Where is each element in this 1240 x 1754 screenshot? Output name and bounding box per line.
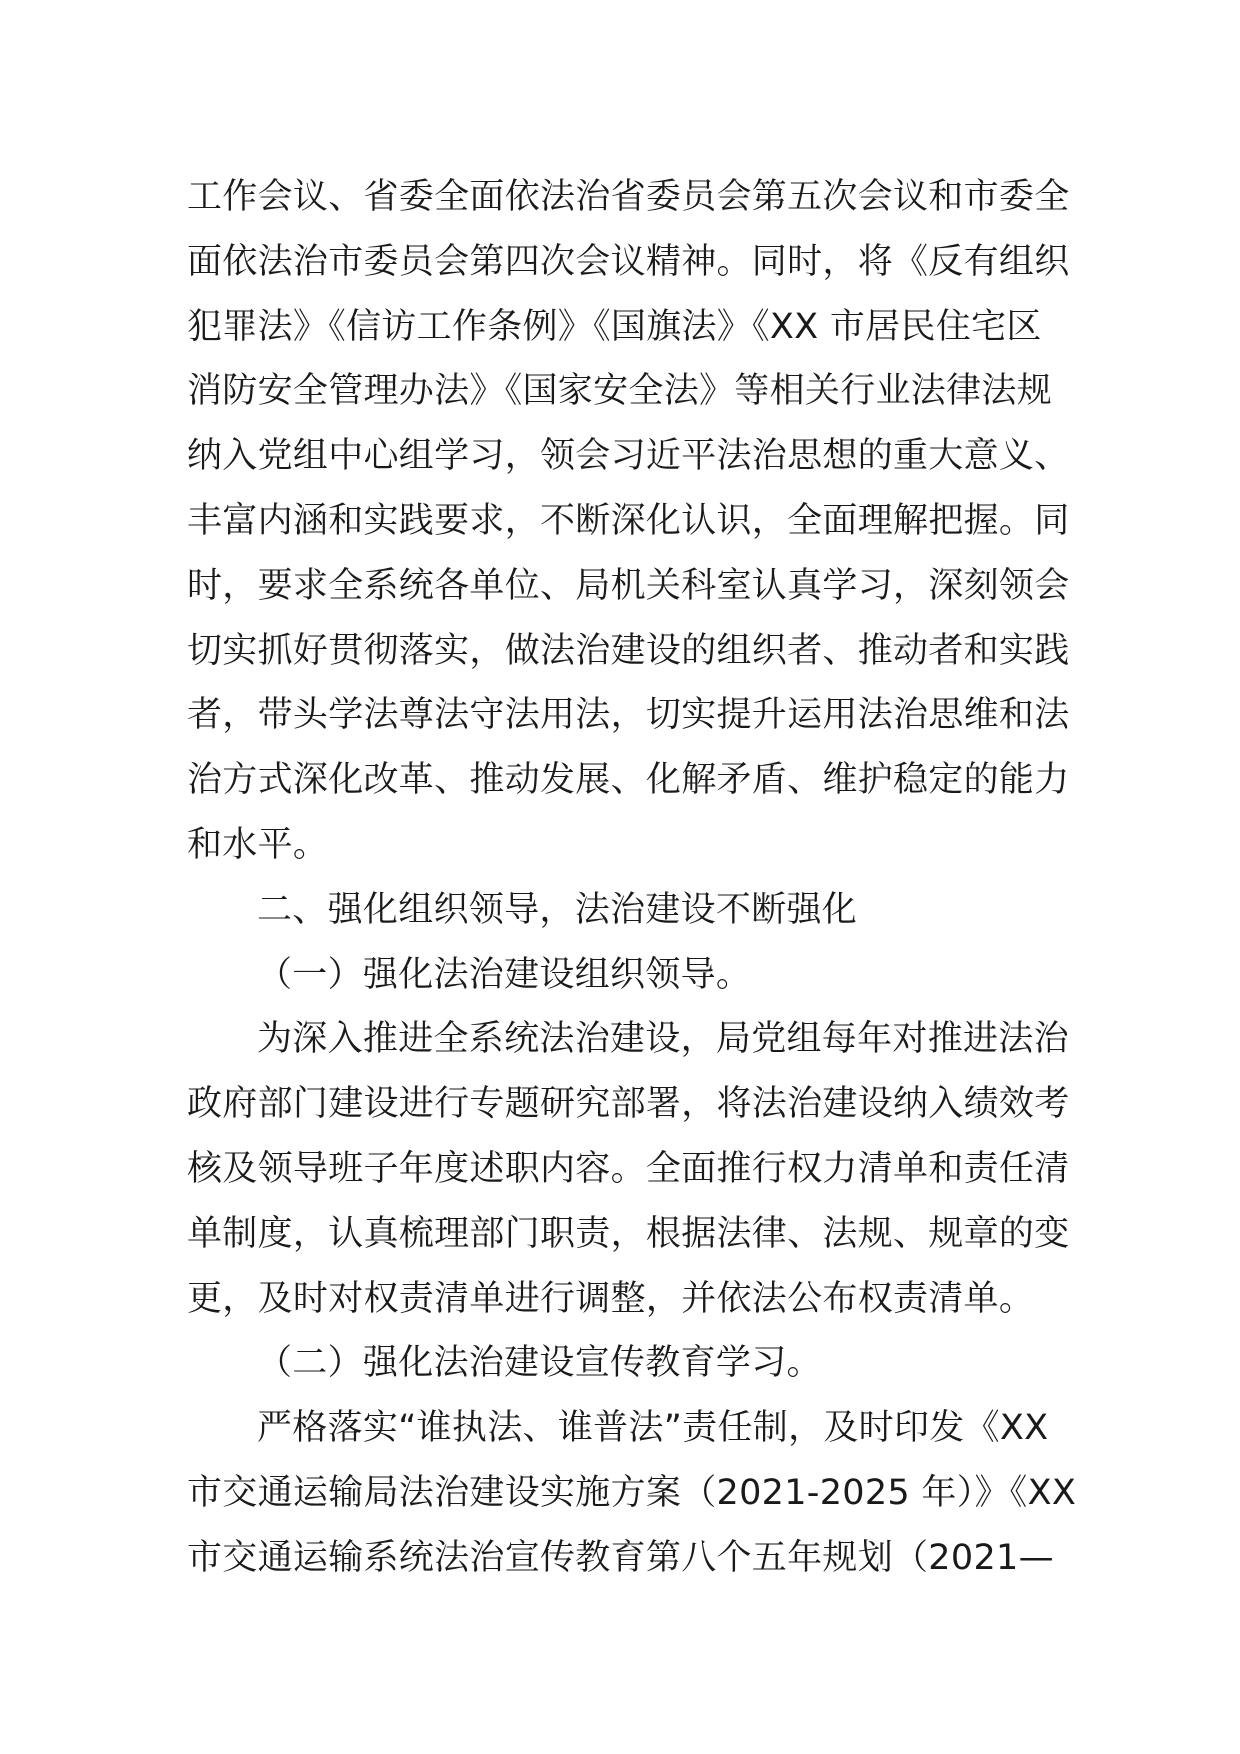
text-line: 工作会议、省委全面依法治省委员会第五次会议和市委全 xyxy=(187,177,1070,217)
text-line: （一）强化法治建设组织领导。 xyxy=(257,954,752,995)
text-line: 市交通运输局法治建设实施方案（2021-2025 年）》《XX xyxy=(187,1472,1077,1513)
text-line: 犯罪法》《信访工作条例》《国旗法》《XX 市居民住宅区 xyxy=(187,306,1042,347)
text-line: 二、强化组织领导，法治建设不断强化 xyxy=(257,889,858,930)
text-line: 面依法治市委员会第四次会议精神。同时，将《反有组织 xyxy=(187,241,1070,282)
text-line: 单制度，认真梳理部门职责，根据法律、法规、规章的变 xyxy=(187,1213,1070,1254)
text-line: 严格落实“谁执法、谁普法”责任制，及时印发《XX xyxy=(257,1408,1049,1449)
text-line: 纳入党组中心组学习，领会习近平法治思想的重大意义、 xyxy=(187,436,1070,477)
text-line: 切实抓好贯彻落实，做法治建设的组织者、推动者和实践 xyxy=(187,630,1070,671)
text-line: 消防安全管理办法》《国家安全法》等相关行业法律法规 xyxy=(187,371,1053,412)
text-line: 政府部门建设进行专题研究部署，将法治建设纳入绩效考 xyxy=(187,1084,1070,1125)
text-line: 者，带头学法尊法守法用法，切实提升运用法治思维和法 xyxy=(187,695,1070,736)
text-line: 核及领导班子年度述职内容。全面推行权力清单和责任清 xyxy=(187,1148,1070,1189)
text-line: 治方式深化改革、推动发展、化解矛盾、维护稳定的能力 xyxy=(187,760,1070,801)
text-line: （二）强化法治建设宣传教育学习。 xyxy=(257,1343,822,1384)
text-line: 市交通运输系统法治宣传教育第八个五年规划（2021— xyxy=(187,1537,1054,1578)
document-body xyxy=(187,165,1077,1591)
text-line: 更，及时对权责清单进行调整，并依法公布权责清单。 xyxy=(187,1278,1035,1319)
text-line: 丰富内涵和实践要求，不断深化认识，全面理解把握。同 xyxy=(187,500,1070,541)
text-line: 和水平。 xyxy=(187,824,329,865)
text-line: 为深入推进全系统法治建设，局党组每年对推进法治 xyxy=(257,1019,1069,1060)
text-line: 时，要求全系统各单位、局机关科室认真学习，深刻领会 xyxy=(187,565,1070,606)
